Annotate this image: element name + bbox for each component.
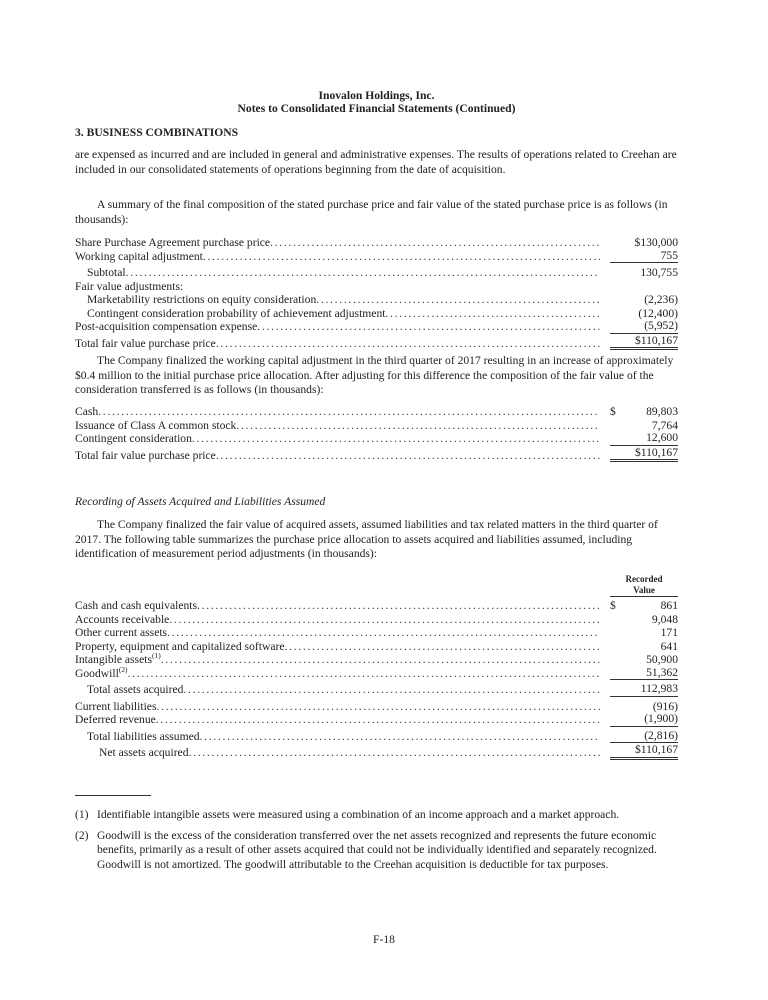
value-amount: (1,900)	[644, 712, 678, 725]
dot-leader	[257, 320, 600, 334]
value-amount: 641	[660, 639, 678, 653]
dot-leader	[128, 667, 600, 681]
row-value	[610, 743, 678, 760]
row-label-text: Contingent consideration	[75, 432, 192, 445]
row-value	[610, 626, 678, 640]
row-value	[610, 431, 678, 446]
footnote-text: Identifiable intangible assets were measured using a combination of an income approach and a market approach.	[97, 808, 620, 821]
row-label	[75, 432, 192, 446]
paragraph-working-capital: The Company finalized the working capital adjustment in the third quarter of 2017 resulting in an increase of approximately $0.4 million to the initial purchase price allocation. After adjusting for this difference the composition of the fair value of the consideration transferred is as follows (in thousands):	[75, 354, 674, 396]
row-label-text: Other current assets	[75, 626, 168, 639]
table-row	[75, 700, 678, 714]
row-value	[610, 266, 678, 280]
value-amount: (2,236)	[644, 293, 678, 306]
row-label-text: Accounts receivable	[75, 612, 170, 626]
footnote-ref: (1)	[151, 651, 161, 661]
row-label-text: Intangible assets	[75, 653, 152, 666]
header-line1: Recorded	[625, 574, 663, 584]
row-label-text: Total liabilities assumed	[87, 729, 200, 743]
row-label	[75, 337, 216, 351]
row-value	[610, 682, 678, 697]
table-row	[75, 743, 678, 760]
row-label	[75, 746, 189, 760]
statement-subtitle: Notes to Consolidated Financial Statements (Continued)	[237, 101, 516, 115]
table-row	[75, 664, 678, 681]
dot-leader	[98, 405, 600, 419]
row-label	[75, 320, 257, 334]
consideration-table	[75, 405, 678, 462]
value-amount: (916)	[652, 699, 678, 713]
row-label	[75, 419, 236, 433]
currency-symbol: $	[610, 405, 616, 418]
row-value	[610, 293, 678, 307]
row-value	[610, 249, 678, 264]
paragraph-expenses: are expensed as incurred and are included in general and administrative expenses. The results of operations related to Creehan are included in our consolidated statements of operations beginning from the date of acquisition.	[75, 148, 677, 176]
row-label	[75, 700, 156, 714]
row-label-text: Working capital adjustment	[75, 249, 203, 263]
table-row	[75, 419, 678, 433]
table-row	[75, 266, 678, 280]
dot-leader	[200, 730, 600, 744]
row-value	[610, 729, 678, 744]
section-heading: 3. BUSINESS COMBINATIONS	[75, 126, 239, 139]
table-row	[75, 730, 678, 744]
table-row	[75, 432, 678, 446]
footnotes	[75, 808, 678, 878]
allocation-table	[75, 599, 678, 760]
table-row	[75, 613, 678, 627]
row-label-text: Share Purchase Agreement purchase price	[75, 236, 271, 249]
table-row	[75, 280, 678, 294]
row-value	[610, 319, 678, 334]
purchase-price-table	[75, 236, 678, 350]
value-amount: 861	[660, 599, 678, 612]
row-label	[75, 405, 98, 419]
company-name: Inovalon Holdings, Inc.	[318, 89, 435, 102]
value-amount: 51,362	[646, 665, 678, 679]
table-row	[75, 445, 678, 463]
row-label	[75, 280, 183, 294]
row-label-text: Current liabilities	[75, 699, 157, 713]
footnote-divider	[75, 795, 151, 796]
dot-leader	[169, 613, 600, 627]
dot-leader	[192, 432, 600, 446]
row-label-text: Net assets acquired	[99, 746, 189, 759]
dot-leader	[126, 266, 600, 280]
paragraph-allocation-intro: The Company finalized the fair value of acquired assets, assumed liabilities and tax related matters in the third quarter of 2017. The following table summarizes the purchase price allocation to assets acquired and liabilities assumed, including identification of measurement period adjustments (in thousands):	[75, 518, 658, 560]
header-line2: Value	[610, 585, 678, 597]
value-amount: 755	[660, 248, 678, 262]
row-label	[75, 626, 167, 640]
row-label	[75, 640, 284, 654]
row-value	[610, 419, 678, 433]
row-value	[610, 640, 678, 654]
row-label	[75, 683, 183, 697]
value-amount: (5,952)	[644, 319, 678, 332]
dot-leader	[270, 236, 600, 250]
dot-leader	[316, 293, 600, 307]
value-amount: 89,803	[646, 405, 678, 418]
table-row	[75, 405, 678, 419]
row-label-text: Goodwill	[75, 666, 119, 680]
row-label-text: Post-acquisition compensation expense	[75, 320, 258, 333]
dot-leader	[156, 713, 600, 727]
row-label-text: Deferred revenue	[75, 713, 156, 726]
row-label	[75, 307, 385, 321]
subheading-assets-liabilities: Recording of Assets Acquired and Liabilities Assumed	[75, 495, 326, 508]
row-label-text: Issuance of Class A common stock	[75, 418, 237, 432]
value-amount: $130,000	[634, 236, 678, 249]
table-row	[75, 626, 678, 640]
row-value	[610, 334, 678, 351]
dot-leader	[203, 250, 600, 264]
table-row	[75, 683, 678, 697]
row-label-text: Total fair value purchase price	[75, 336, 216, 350]
dot-leader	[197, 599, 600, 613]
row-label-text: Subtotal	[87, 266, 126, 279]
value-amount: $110,167	[634, 743, 678, 756]
table-row	[75, 599, 678, 613]
row-label-text: Total assets acquired	[87, 683, 184, 696]
value-amount: 171	[660, 626, 678, 639]
table-row	[75, 713, 678, 727]
row-value	[610, 712, 678, 727]
footnote-number: (1)	[75, 808, 89, 821]
dot-leader	[236, 419, 600, 433]
dot-leader	[167, 626, 600, 640]
row-label	[75, 236, 270, 250]
table-row	[75, 640, 678, 654]
row-value	[610, 236, 678, 250]
paragraph-summary-intro: A summary of the final composition of the stated purchase price and fair value of the stated purchase price is as follows (in thousands):	[75, 198, 668, 226]
row-value	[610, 613, 678, 627]
dot-leader	[161, 653, 600, 667]
value-amount: 7,764	[651, 418, 678, 432]
row-label	[75, 613, 169, 627]
table-row	[75, 333, 678, 351]
row-value	[610, 666, 678, 681]
value-amount: $110,167	[634, 445, 678, 459]
value-amount: $110,167	[634, 333, 678, 347]
value-amount: 50,900	[646, 653, 678, 666]
row-label-text: Contingent consideration probability of achievement adjustment	[87, 306, 386, 320]
row-label-text: Marketability restrictions on equity consideration	[87, 293, 317, 306]
value-amount: (12,400)	[638, 306, 678, 320]
footnote-number: (2)	[75, 828, 89, 842]
footnote-1	[75, 808, 678, 823]
value-amount: 12,600	[646, 431, 678, 444]
value-amount: 9,048	[651, 612, 678, 626]
currency-symbol: $	[610, 599, 616, 612]
row-label-text: Cash and cash equivalents	[75, 599, 198, 612]
table-row	[75, 320, 678, 334]
row-value	[610, 653, 678, 667]
dot-leader	[385, 307, 600, 321]
dot-leader	[216, 337, 600, 351]
row-label	[75, 664, 128, 681]
row-label	[75, 730, 200, 744]
row-label	[75, 599, 197, 613]
dot-leader	[183, 683, 600, 697]
row-label-text: Property, equipment and capitalized software	[75, 639, 285, 653]
row-value	[610, 599, 678, 613]
row-label-text: Cash	[75, 405, 99, 418]
footnote-ref: (2)	[118, 664, 128, 674]
recorded-value-header	[610, 574, 678, 597]
table-row	[75, 307, 678, 321]
footnote-2	[75, 829, 678, 873]
dot-leader	[189, 746, 601, 760]
dot-leader	[284, 640, 600, 654]
page-number: F-18	[373, 933, 395, 946]
row-label-text: Fair value adjustments:	[75, 279, 184, 293]
row-label	[75, 250, 203, 264]
dot-leader	[156, 700, 600, 714]
row-value	[610, 405, 678, 419]
row-label	[75, 293, 316, 307]
row-label-text: Total fair value purchase price	[75, 448, 216, 462]
row-label	[75, 449, 216, 463]
table-row	[75, 653, 678, 667]
table-row	[75, 293, 678, 307]
row-value	[610, 307, 678, 321]
dot-leader	[216, 449, 600, 463]
row-value	[610, 446, 678, 463]
value-amount: 130,755	[640, 266, 678, 279]
value-amount: (2,816)	[644, 728, 678, 742]
row-label	[75, 266, 126, 280]
row-value	[610, 700, 678, 714]
row-label	[75, 713, 156, 727]
footnote-text: Goodwill is the excess of the consideration transferred over the net assets recognized and represents the future economic benefits, primarily as a result of other assets acquired that could not be individually identified and separately recognized. Goodwill is not amortized. The goodwill attributable to the Creehan acquisition is deductible for tax purposes.	[97, 828, 657, 871]
table-row	[75, 250, 678, 264]
value-amount: 112,983	[640, 682, 678, 695]
table-row	[75, 236, 678, 250]
document-header	[75, 90, 678, 115]
